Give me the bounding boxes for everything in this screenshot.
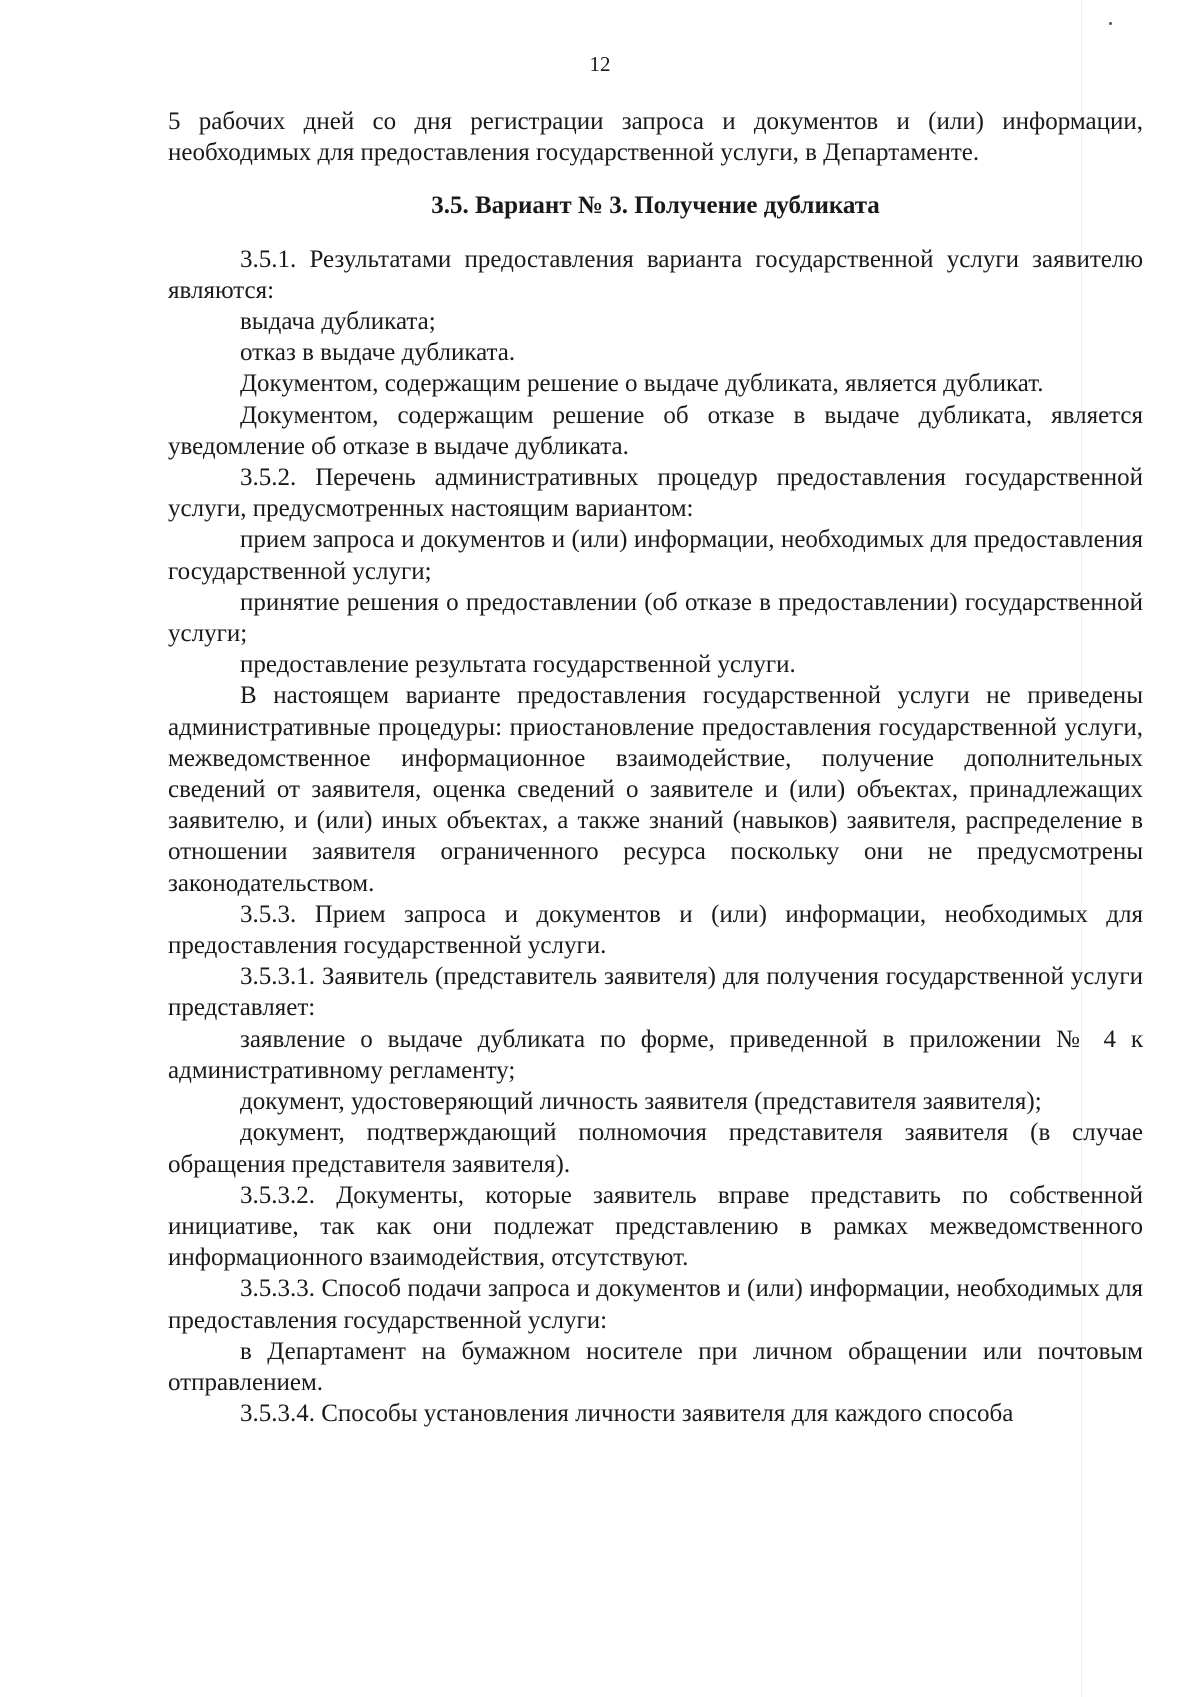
document-body — [168, 106, 1143, 1429]
list-item-identity-document: документ, удостоверяющий личность заявителя (представителя заявителя); — [240, 1088, 1042, 1116]
list-item-decision: принятие решения о предоставлении (об отказе в предоставлении) государственной услуги; — [168, 588, 1143, 648]
paragraph-decision-document: Документом, содержащим решение о выдаче дубликата, является дубликат. — [240, 370, 1044, 398]
paragraph-3-5-3: 3.5.3. Прием запроса и документов и (или) информации, необходимых для предоставления государственной услуги. — [168, 900, 1143, 960]
list-item-duplicate-issue: выдача дубликата; — [240, 308, 436, 336]
paragraph-3-5-3-1: 3.5.3.1. Заявитель (представитель заявителя) для получения государственной услуги представляет: — [168, 963, 1143, 1022]
list-item-result: предоставление результата государственной услуги. — [240, 651, 796, 679]
paragraph-continuation: 5 рабочих дней со дня регистрации запроса и документов и (или) информации, необходимых для предоставления государственной услуги, в Департаменте. — [168, 108, 1143, 167]
paragraph-3-5-3-3: 3.5.3.3. Способ подачи запроса и документов и (или) информации, необходимых для предоставления государственной услуги: — [168, 1275, 1143, 1334]
paragraph-refusal-document: Документом, содержащим решение об отказе в выдаче дубликата, является уведомление об отказе в выдаче дубликата. — [168, 401, 1143, 460]
paragraph-3-5-3-4: 3.5.3.4. Способы установления личности заявителя для каждого способа — [240, 1400, 1014, 1428]
paragraph-excluded-procedures: В настоящем варианте предоставления государственной услуги не приведены административные процедуры: приостановление предоставления государственной услуги, межведомственное информационное взаимодействие, получение дополнительных сведений от заявителя, оценка сведений о заявителе и (или) объектах, принадлежащих заявителю, и (или) иных объектах, а также знаний (навыков) заявителя, распределение в отношении заявителя ограниченного ресурса поскольку они не предусмотрены законодательством. — [168, 682, 1143, 897]
list-item-application: заявление о выдаче дубликата по форме, приведенной в приложении № 4 к административному регламенту; — [168, 1025, 1143, 1084]
list-item-duplicate-refusal: отказ в выдаче дубликата. — [240, 339, 516, 367]
section-heading: 3.5. Вариант № 3. Получение дубликата — [431, 192, 880, 220]
list-item-request-intake: прием запроса и документов и (или) информации, необходимых для предоставления государственной услуги; — [168, 526, 1143, 585]
paragraph-3-5-3-2: 3.5.3.2. Документы, которые заявитель вправе представить по собственной инициативе, так как они подлежат представлению в рамках межведомственного информационного взаимодействия, отсутствуют. — [168, 1181, 1143, 1272]
scan-dot-mark — [1109, 22, 1112, 25]
list-item-authority-document: документ, подтверждающий полномочия представителя заявителя (в случае обращения представителя заявителя). — [168, 1119, 1143, 1178]
paragraph-3-5-2: 3.5.2. Перечень административных процедур предоставления государственной услуги, предусмотренных настоящим вариантом: — [168, 464, 1143, 523]
page-number: 12 — [589, 52, 611, 76]
list-item-submission-method: в Департамент на бумажном носителе при личном обращении или почтовым отправлением. — [168, 1337, 1143, 1396]
paragraph-3-5-1: 3.5.1. Результатами предоставления варианта государственной услуги заявителю являются: — [168, 245, 1143, 304]
